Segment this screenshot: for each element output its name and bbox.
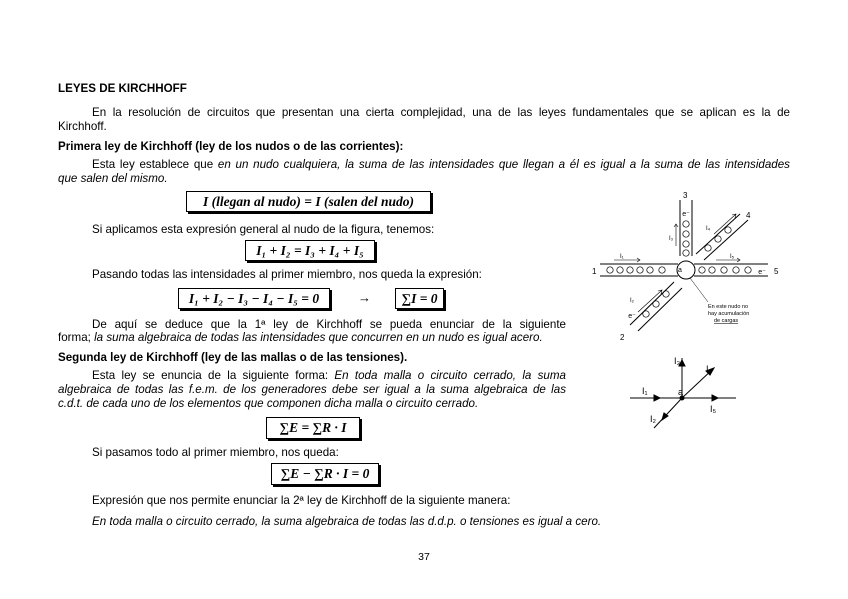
formula-nodes-box	[245, 240, 375, 261]
formula-sum: ∑I = 0	[401, 290, 438, 306]
current-label-1: I₁	[620, 254, 624, 260]
current-label-3: I₃	[669, 236, 674, 242]
branch-label-3: 3	[683, 191, 688, 200]
deduce-plain: forma;	[58, 331, 95, 344]
second-law-line3: c.d.t. de cada uno de los elementos que componen dicha malla o circuito cerrado.	[58, 397, 479, 410]
formula-mesh-zero-box	[271, 463, 379, 485]
fig2-label-i3: I₃	[674, 356, 681, 366]
first-law-heading: Primera ley de Kirchhoff (ley de los nudos o de las corrientes):	[58, 140, 404, 153]
note-line-2: hay acumulación	[708, 311, 750, 317]
first-law-statement-line1	[92, 158, 790, 171]
page-number: 37	[418, 551, 430, 563]
current-label-5: I₅	[730, 254, 735, 260]
statement-italic: en un nudo cualquiera, la suma de las intensidades que llegan a él es igual a la suma de las intensidades	[217, 158, 790, 171]
current-label-2: I₂	[630, 298, 634, 304]
formula-nodes: I₁ + I₂ = I₃ + I₄ + I₅	[256, 242, 364, 258]
note-line-3: de cargas	[714, 318, 739, 324]
electron-label-top: e⁻	[682, 211, 690, 218]
node-label-a: a	[678, 267, 682, 274]
formula-zero: I₁ + I₂ − I₃ − I₄ − I₅ = 0	[188, 290, 320, 306]
formula-mesh-zero: ∑E − ∑R · I = 0	[280, 466, 370, 481]
page-title: LEYES DE KIRCHHOFF	[58, 82, 187, 95]
arrow-right: →	[358, 290, 371, 305]
branch-label-1: 1	[592, 267, 597, 276]
fig2-label-i4: I₄	[706, 364, 713, 374]
applied-text: Si aplicamos esta expresión general al nudo de la figura, tenemos:	[92, 223, 435, 236]
branch-label-2: 2	[620, 333, 625, 342]
intro-paragraph-line2: Kirchhoff.	[58, 120, 107, 133]
electron-label-bottom: e⁻	[628, 313, 636, 320]
formula-mesh-box	[266, 417, 360, 439]
second-law-plain: Esta ley se enuncia de la siguiente forma:	[92, 369, 335, 382]
first-law-statement-line2: que salen del mismo.	[58, 172, 168, 185]
branch-label-4: 4	[746, 211, 751, 220]
formula-general-box	[186, 191, 431, 212]
current-label-4: I₄	[706, 226, 711, 232]
intro-paragraph-line1: En la resolución de circuitos que presentan una cierta complejidad, una de las leyes fundamentales que se aplican es la de	[92, 106, 790, 119]
formula-mesh: ∑E = ∑R · I	[279, 420, 347, 435]
fig2-label-i5: I₅	[710, 404, 717, 414]
move-text: Pasando todas las intensidades al primer miembro, nos queda la expresión:	[92, 268, 482, 281]
second-law-line2: algebraica de todas las f.e.m. de los generadores debe ser igual a la suma algebraica de las	[58, 383, 566, 396]
deduce-line1: De aquí se deduce que la 1ª ley de Kirchhoff se pueda enunciar de la siguiente	[92, 318, 566, 331]
node-diagram	[590, 190, 790, 345]
mesh-node-diagram	[628, 350, 738, 435]
expression-text: Expresión que nos permite enunciar la 2ª ley de Kirchhoff de la siguiente manera:	[92, 494, 511, 507]
deduce-italic: la suma algebraica de todas las intensidades que concurren en un nudo es igual acero.	[94, 331, 543, 344]
formula-general: I (llegan al nudo) = I (salen del nudo)	[203, 193, 414, 209]
second-law-italic-1: En toda malla o circuito cerrado, la suma	[334, 369, 566, 382]
electron-label-right: e⁻	[758, 269, 766, 276]
statement-plain: Esta ley establece que	[92, 158, 218, 171]
fig2-label-a: a	[678, 387, 684, 397]
final-statement: En toda malla o circuito cerrado, la suma algebraica de todas las d.d.p. o tensiones es igual a cero.	[92, 515, 602, 528]
second-law-heading: Segunda ley de Kirchhoff (ley de las mallas o de las tensiones).	[58, 351, 408, 364]
fig2-label-i1: I₁	[642, 386, 648, 396]
branch-label-5: 5	[774, 267, 779, 276]
second-law-line1	[92, 369, 566, 382]
formula-sum-box	[395, 288, 444, 309]
pass-text: Si pasamos todo al primer miembro, nos queda:	[92, 446, 339, 459]
fig2-label-i2: I₂	[650, 414, 656, 424]
note-line-1: En este nudo no	[708, 304, 749, 310]
deduce-line2	[58, 331, 543, 344]
formula-zero-box	[178, 288, 330, 309]
